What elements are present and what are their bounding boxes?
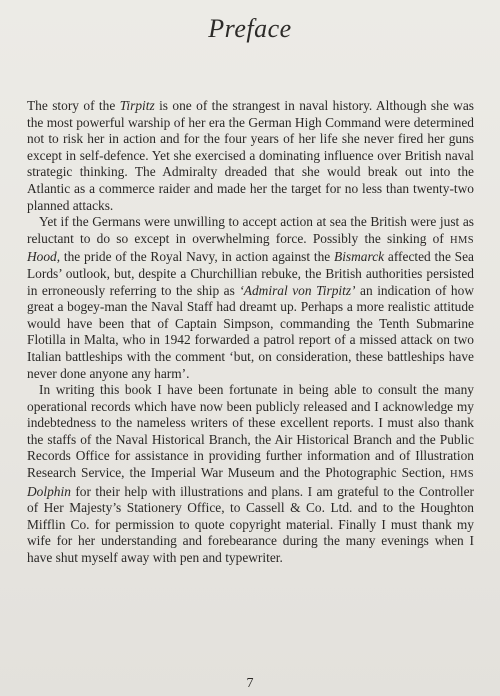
italic-text: Tirpitz	[119, 98, 155, 113]
ship-prefix: HMS	[450, 469, 474, 481]
italic-text: ‘Admiral von Tirpitz’	[239, 282, 356, 298]
paragraph-1: The story of the Tirpitz is one of the strangest in naval history. Although she was the most powerful warship of her era the German High Command were determined not to risk her in action and for the four years of her life she never fired her guns except in self-defence. Yet she exercised a dominating influence over British naval strategic thinking. The Admiralty dreaded that she would break out into the Atlantic as a commerce raider and made her the target for no less than twenty-two planned attacks.	[27, 98, 474, 213]
italic-text: Hood	[27, 249, 57, 265]
preface-body	[27, 98, 474, 567]
italic-text: Dolphin	[27, 483, 71, 499]
ship-prefix: HMS	[450, 234, 474, 246]
paragraph-2: Yet if the Germans were unwilling to accept action at sea the British were just as reluctant to do so except in overwhelming force. Possibly the sinking of HMS Hood, the pride of the Royal Navy, in action against the Bismarck affected the Sea Lords’ outlook, but, despite a Churchillian rebuke, the British authorities persisted in erroneously referring to the ship as ‘Admiral von Tirpitz’ an indication of how great a bogey-man the Naval Staff had dreamt up. Perhaps a more realistic attitude would have been that of Captain Simpson, commanding the Tenth Submarine Flotilla in Malta, who in 1942 forwarded a patrol report of a missed attack on two Italian battleships with the comment ‘but, on consideration, these battleships have never done anyone any harm’.	[27, 214, 475, 381]
italic-text: Bismarck	[334, 249, 385, 265]
paragraph-3: In writing this book I have been fortunate in being able to consult the many operational records which have now been publicly released and I acknowledge my indebtedness to the nameless writers of these excellent reports. I must also thank the staffs of the Naval Historical Branch, the Air Historical Branch and the Public Records Office for assistance in providing further information and of Illustration Research Service, the Imperial War Museum and the Photographic Section, HMS Dolphin for their help with illustrations and plans. I am grateful to the Controller of Her Majesty’s Stationery Office, to Cassell & Co. Ltd. and to the Houghton Mifflin Co. for permission to quote copyright material. Finally I must thank my wife for her understanding and forebearance during the many evenings when I have shut myself away with pen and typewriter.	[27, 382, 474, 566]
page-title: Preface	[208, 14, 292, 43]
page-number: 7	[246, 676, 254, 691]
